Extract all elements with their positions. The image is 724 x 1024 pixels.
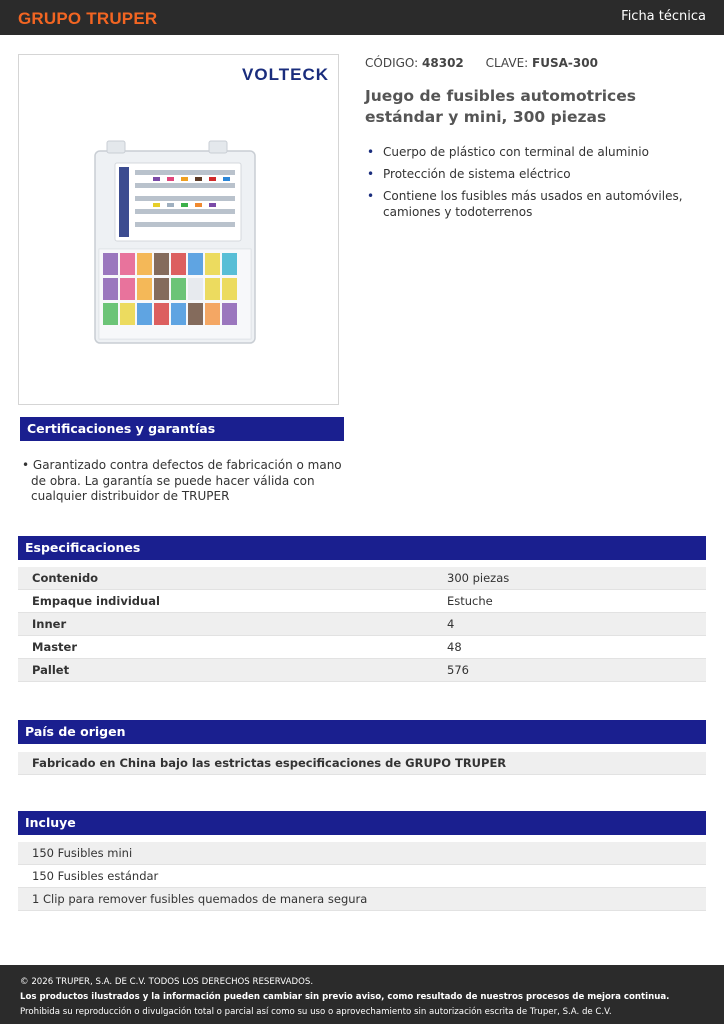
certifications-header: Certificaciones y garantías [20, 417, 344, 441]
top-bar [0, 0, 724, 35]
includes-header: Incluye [18, 811, 706, 835]
codigo-label: CÓDIGO: [365, 56, 419, 70]
codigo-value: 48302 [422, 56, 464, 70]
spec-value: 48 [433, 636, 706, 659]
volteck-logo: VOLTECK [242, 65, 329, 84]
included-item: 1 Clip para remover fusibles quemados de manera segura [18, 888, 706, 911]
origin-header: País de origen [18, 720, 706, 744]
feature-item: • Contiene los fusibles más usados en automóviles, camiones y todoterrenos [365, 188, 705, 220]
footer [0, 965, 724, 1024]
table-row [18, 842, 706, 865]
table-row [18, 590, 706, 613]
table-row [18, 613, 706, 636]
fuse-kit-image [89, 137, 269, 347]
spec-value: 4 [433, 613, 706, 636]
includes-table [18, 842, 706, 911]
spec-value: Estuche [433, 590, 706, 613]
warranty-text: • Garantizado contra defectos de fabricación o mano de obra. La garantía se puede hacer válida con cualquier distribuidor de TRUPER [22, 458, 342, 503]
specifications-table [18, 567, 706, 682]
copyright-text: © 2026 TRUPER, S.A. DE C.V. TODOS LOS DERECHOS RESERVADOS. [20, 977, 314, 987]
product-codes [365, 56, 598, 70]
document-type-label: Ficha técnica [621, 9, 706, 24]
spec-value: 300 piezas [433, 567, 706, 590]
spec-label: Contenido [18, 567, 433, 590]
feature-list [365, 144, 705, 226]
spec-label: Pallet [18, 659, 433, 682]
feature-item: • Cuerpo de plástico con terminal de aluminio [365, 144, 705, 160]
table-row [18, 659, 706, 682]
clave-value: FUSA-300 [532, 56, 598, 70]
origin-text: Fabricado en China bajo las estrictas especificaciones de GRUPO TRUPER [18, 752, 706, 775]
table-row [18, 865, 706, 888]
feature-item: • Protección de sistema eléctrico [365, 166, 705, 182]
table-row [18, 636, 706, 659]
specifications-header: Especificaciones [18, 536, 706, 560]
table-row [18, 567, 706, 590]
included-item: 150 Fusibles mini [18, 842, 706, 865]
change-notice-text: Los productos ilustrados y la información pueden cambiar sin previo aviso, como resultado de nuestros procesos de mejora continua. [20, 992, 670, 1002]
spec-label: Empaque individual [18, 590, 433, 613]
product-title: Juego de fusibles automotrices estándar y mini, 300 piezas [365, 87, 636, 126]
spec-label: Master [18, 636, 433, 659]
clave-label: CLAVE: [485, 56, 529, 70]
prohibition-text: Prohibida su reproducción o divulgación total o parcial así como su uso o aprovechamiento sin autorización escrita de Truper, S.A. de C.V. [20, 1007, 612, 1017]
included-item: 150 Fusibles estándar [18, 865, 706, 888]
table-row [18, 888, 706, 911]
spec-value: 576 [433, 659, 706, 682]
grupo-truper-logo: GRUPO TRUPER [18, 9, 158, 28]
product-image-frame [18, 54, 339, 405]
spec-label: Inner [18, 613, 433, 636]
